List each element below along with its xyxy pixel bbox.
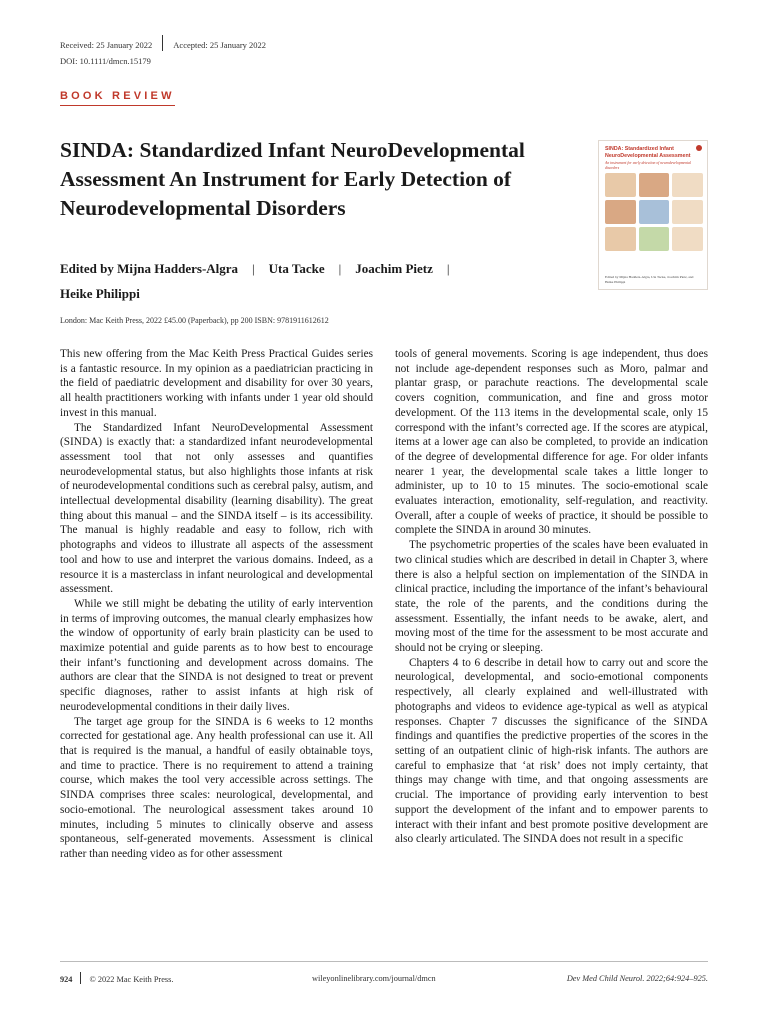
cover-logo-dot: [696, 145, 702, 151]
accepted-date: Accepted: 25 January 2022: [173, 39, 267, 50]
date-divider: [162, 35, 163, 51]
body-paragraph: The psychometric properties of the scales have been evaluated in two clinical studies which are described in detail in Chapter 3, where there is also a helpful section on implementation of the SINDA in clinical practice, including the importance of the infant’s behavioural state, the role of the parents, and the conditions during the assessment. Essentially, the infant needs to be awake, alert, and moving most of the time for the assessment to be most accurate and should not be crying or sleeping.: [395, 539, 708, 655]
journal-citation: Dev Med Child Neurol. 2022;64:924–925.: [566, 974, 708, 983]
cover-infant-photo: [672, 173, 703, 197]
cover-infant-photo: [672, 227, 703, 251]
cover-editors: Edited by Mijna Hadders-Algra, Uta Tacke, Joachim Pietz, and Heike Philippi: [605, 275, 694, 284]
body-paragraph: While we still might be debating the utility of early intervention in terms of improving outcomes, the manual clearly emphasizes how the window of opportunity of early brain plasticity can be used to maximize potential and guide parents as to how best to encourage their infant’s functioning and development across domains. The authors are clear that the SINDA is not designed to treat or prevent specific diagnoses, rather to assist infants at high risk of neurodevelopmental conditions in their daily lives.: [60, 597, 373, 713]
body-paragraph: tools of general movements. Scoring is age independent, thus does not include age-dependent responses such as Moro, palmar and plantar grasp, or parachute reactions. The developmental scale covers cognition, communication, and fine and gross motor development. Of the 113 items in the developmental scale, only 15 correspond with the infant’s corrected age. If the scores are atypical, items at a lower age can also be completed, to provide an indication of the degree of developmental difference for age. For older infants nearer 1 year, the developmental scale takes a little longer to administer, up to 10 to 15 minutes. The socio-emotional scale evaluates interaction, emotionality, self-regulation, and reactivity. Overall, after a couple of weeks of practice, it should be possible to complete the SINDA in around 30 minutes.: [395, 348, 708, 537]
cover-infant-photo: [605, 227, 636, 251]
cover-infant-photo: [639, 200, 670, 224]
received-date: Received: 25 January 2022: [60, 39, 153, 50]
copyright: © 2022 Mac Keith Press.: [89, 974, 174, 984]
section-label: BOOK REVIEW: [60, 90, 175, 106]
authors-prefix: Edited by: [60, 261, 118, 276]
cover-infant-photo: [639, 173, 670, 197]
cover-title: SINDA: Standardized Infant NeuroDevelopmental Assessment: [605, 146, 691, 159]
book-cover-image: [598, 140, 708, 290]
doi: DOI: 10.1111/dmcn.15179: [60, 56, 151, 66]
cover-infant-photo: [605, 173, 636, 197]
article-dates: [60, 38, 266, 54]
body-paragraph: The target age group for the SINDA is 6 weeks to 12 months corrected for gestational age. Any health professional can use it. All that is required is the manual, a handful of easily obtainable toys, and time to practice. There is no requirement to attend a training course, which makes the tool very accessible across settings. The SINDA comprises three scales: neurological, developmental, and socio-emotional. The neurological assessment takes around 10 minutes, including 5 minutes to clinically observe and assess spontaneous, self-generated movements. Assessment is clinical rather than needing video as for other assessment: [60, 715, 373, 860]
author-name: Mijna Hadders-Algra: [117, 261, 239, 276]
author-separator: |: [446, 261, 450, 276]
body-paragraph: Chapters 4 to 6 describe in detail how to carry out and score the neurological, developmental, and socio-emotional components respectively, all clearly explained and well-illustrated with photographs and videos to evidence age-typical as well as atypical responses. Chapter 7 discusses the significance of the SINDA findings and quantifies the predictive properties of the scores in the setting of an outpatient clinic of high-risk infants. The authors are careful to emphasize that ‘at risk’ does not imply certainty, that things may change with time, and that ongoing assessments are crucial. The importance of providing early intervention to best support the development of the infant and to empower parents to interact with their infant and best promote positive development are also clearly articulated. The SINDA does not result in a specific: [395, 656, 708, 846]
article-title: SINDA: Standardized Infant NeuroDevelopmental Assessment An Instrument for Early Detection of Neurodevelopmental Disorders: [60, 138, 525, 220]
author-name: Heike Philippi: [60, 286, 140, 301]
body-column-right: [395, 347, 708, 847]
author-separator: |: [338, 261, 342, 276]
publication-info: London: Mac Keith Press, 2022 £45.00 (Paperback), pp 200 ISBN: 9781911612612: [60, 316, 329, 325]
body-paragraph: The Standardized Infant NeuroDevelopmental Assessment (SINDA) is exactly that: a standardized infant neurodevelopmental assessment tool that not only assesses and quantifies neurodevelopmental status, but also highlights those infants at risk of neurodevelopmental conditions such as cerebral palsy, autism, and intellectual developmental disability (learning disability). The great thing about this manual – and the SINDA itself – is its accessibility. The manual is highly readable and easy to follow, rich with photographs and videos to illustrate all aspects of the assessment tool and how to use and interpret the various domains. Indeed, as a resource it is a masterclass in infant neurological and developmental assessment.: [60, 421, 373, 596]
cover-infant-photo: [672, 200, 703, 224]
author-list: [60, 256, 560, 306]
body-column-left: [60, 347, 373, 862]
page-footer: [60, 974, 708, 986]
cover-infant-photo: [639, 227, 670, 251]
author-name: Uta Tacke: [268, 261, 325, 276]
cover-infant-photo: [605, 200, 636, 224]
footer-separator: [80, 972, 81, 984]
author-name: Joachim Pietz: [355, 261, 433, 276]
page-number: 924: [60, 974, 73, 984]
body-paragraph: This new offering from the Mac Keith Press Practical Guides series is a fantastic resource. In my opinion as a paediatrician practicing in the field of paediatric development and disability for over 30 years, all health practitioners working with infants under 1 year old should invest in this manual.: [60, 348, 373, 419]
cover-photo-grid: [605, 173, 703, 251]
journal-url[interactable]: wileyonlinelibrary.com/journal/dmcn: [312, 974, 436, 983]
author-separator: |: [252, 261, 255, 276]
cover-subtitle: An instrument for early detection of neurodevelopmental disorders: [605, 161, 692, 170]
footer-divider: [60, 961, 708, 962]
